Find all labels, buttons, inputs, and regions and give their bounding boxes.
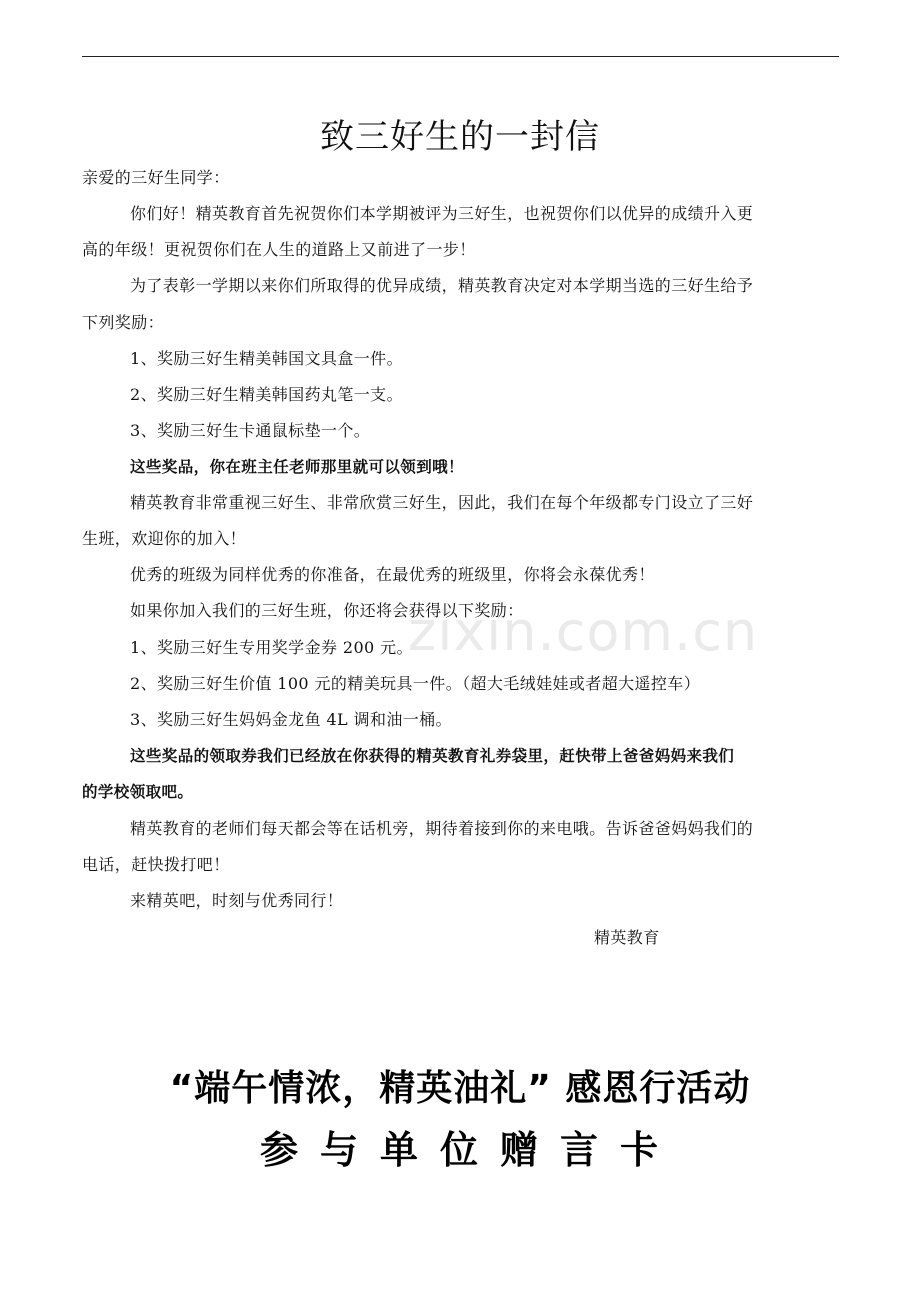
paragraph-3-line-2: 生班，欢迎你的加入！ bbox=[82, 529, 247, 548]
bold-note-2-line-2: 的学校领取吧。 bbox=[82, 783, 194, 801]
card-title: “端午情浓，精英油礼” 感恩行活动 bbox=[169, 1068, 751, 1109]
letter-title: 致三好生的一封信 bbox=[320, 117, 600, 157]
paragraph-6-line-2: 电话，赶快拨打吧！ bbox=[82, 855, 230, 874]
signature: 精英教育 bbox=[594, 928, 660, 947]
reward-b-item: 3、奖励三好生妈妈金龙鱼 4L 调和油一桶。 bbox=[130, 710, 452, 729]
watermark: zixin.com.cn bbox=[408, 600, 759, 663]
paragraph-1-line-1: 你们好！精英教育首先祝贺你们本学期被评为三好生，也祝贺你们以优异的成绩升入更 bbox=[130, 204, 754, 223]
paragraph-2-line-1: 为了表彰一学期以来你们所取得的优异成绩，精英教育决定对本学期当选的三好生给予 bbox=[130, 276, 754, 295]
header-rule bbox=[82, 56, 839, 57]
card-subtitle: 参与单位赠言卡 bbox=[259, 1128, 680, 1172]
paragraph-5: 如果你加入我们的三好生班，你还将会获得以下奖励： bbox=[130, 601, 524, 620]
bold-note-1: 这些奖品，你在班主任老师那里就可以领到哦！ bbox=[130, 458, 464, 476]
bold-note-2-line-1: 这些奖品的领取券我们已经放在你获得的精英教育礼券袋里，赶快带上爸爸妈妈来我们 bbox=[130, 747, 735, 765]
reward-a-item: 2、奖励三好生精美韩国药丸笔一支。 bbox=[130, 385, 403, 404]
paragraph-6-line-1: 精英教育的老师们每天都会等在话机旁，期待着接到你的来电哦。告诉爸爸妈妈我们的 bbox=[130, 819, 754, 838]
reward-a-item: 3、奖励三好生卡通鼠标垫一个。 bbox=[130, 421, 371, 440]
paragraph-7: 来精英吧，时刻与优秀同行！ bbox=[130, 891, 344, 910]
salutation: 亲爱的三好生同学： bbox=[82, 168, 230, 187]
paragraph-2-line-2: 下列奖励： bbox=[82, 313, 165, 332]
paragraph-1-line-2: 高的年级！更祝贺你们在人生的道路上又前进了一步！ bbox=[82, 240, 476, 259]
paragraph-3-line-1: 精英教育非常重视三好生、非常欣赏三好生，因此，我们在每个年级都专门设立了三好 bbox=[130, 493, 754, 512]
reward-b-item: 2、奖励三好生价值 100 元的精美玩具一件。（超大毛绒娃娃或者超大遥控车） bbox=[130, 674, 701, 693]
reward-a-item: 1、奖励三好生精美韩国文具盒一件。 bbox=[130, 349, 403, 368]
paragraph-4: 优秀的班级为同样优秀的你准备，在最优秀的班级里，你将会永葆优秀！ bbox=[130, 565, 655, 584]
reward-b-item: 1、奖励三好生专用奖学金券 200 元。 bbox=[130, 638, 413, 657]
